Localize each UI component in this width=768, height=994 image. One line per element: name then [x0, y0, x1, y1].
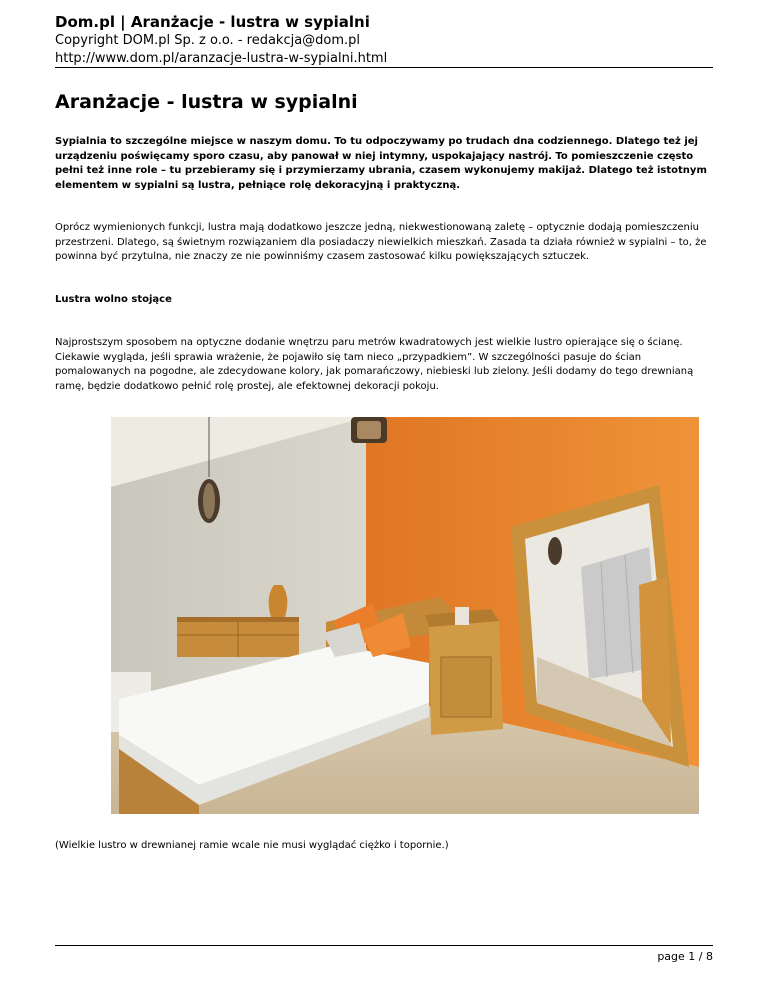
- bedroom-photo: [111, 417, 699, 814]
- paragraph-2: Najprostszym sposobem na optyczne dodanie wnętrzu paru metrów kwadratowych jest wielkie lustro opierające się o ścianę. Ciekawie wygląda, jeśli sprawia wrażenie, że pojawiło się tam nieco „przypadkiem”. W szczególności pasuje do ścian pomalowanych na pogodne, ale zdecydowane kolory, jak pomarańczowy, niebieski lub zielony. Jeśli dodamy do tego drewnianą ramę, będzie dodatkowo pełnić rolę prostej, ale efektownej dekoracji pokoju.: [55, 337, 694, 392]
- source-url: http://www.dom.pl/aranzacje-lustra-w-sypialni.html: [55, 51, 388, 66]
- dresser: [177, 617, 299, 657]
- copyright-line: Copyright DOM.pl Sp. z o.o. - redakcja@dom.pl: [55, 33, 361, 48]
- photo-caption: (Wielkie lustro w drewnianej ramie wcale nie musi wyglądać ciężko i topornie.): [55, 840, 449, 851]
- footer-divider: [55, 945, 713, 946]
- page-number: page 1 / 8: [657, 950, 713, 963]
- nightstand: [425, 607, 503, 735]
- pendant-lamp-center: [351, 417, 387, 443]
- site-title: Dom.pl | Aranżacje - lustra w sypialni: [55, 13, 370, 31]
- paragraph-1: Oprócz wymienionych funkcji, lustra mają dodatkowo jeszcze jedną, niekwestionowaną zaletę – optycznie dodają pomieszczeniu przestrzeni. Dlatego, są świetnym rozwiązaniem dla posiadaczy niewielkich mieszkań. Zasada ta działa również w sypialni – to, że powinna być przytulna, nie znaczy ze nie powinniśmy czasem zastosować kilku powiększających sztuczek.: [55, 222, 707, 263]
- article-title: Aranżacje - lustra w sypialni: [55, 91, 358, 113]
- section-heading: Lustra wolno stojące: [55, 294, 172, 305]
- vase: [269, 585, 288, 617]
- article-lead: Sypialnia to szczególne miejsce w naszym domu. To tu odpoczywamy po trudach dna codziennego. Dlatego też jej urządzeniu poświęcamy sporo czasu, aby panował w niej intymny, uspokajający nastrój. To pomieszczenie często pełni też inne role – tu przebieramy się i przymierzamy ubrania, czasem wykonujemy makijaż. Dlatego też istotnym elementem w sypialni są lustra, pełniące rolę dekoracyjną i praktyczną.: [55, 136, 707, 191]
- header-divider: [55, 67, 713, 68]
- document-header: [55, 12, 713, 68]
